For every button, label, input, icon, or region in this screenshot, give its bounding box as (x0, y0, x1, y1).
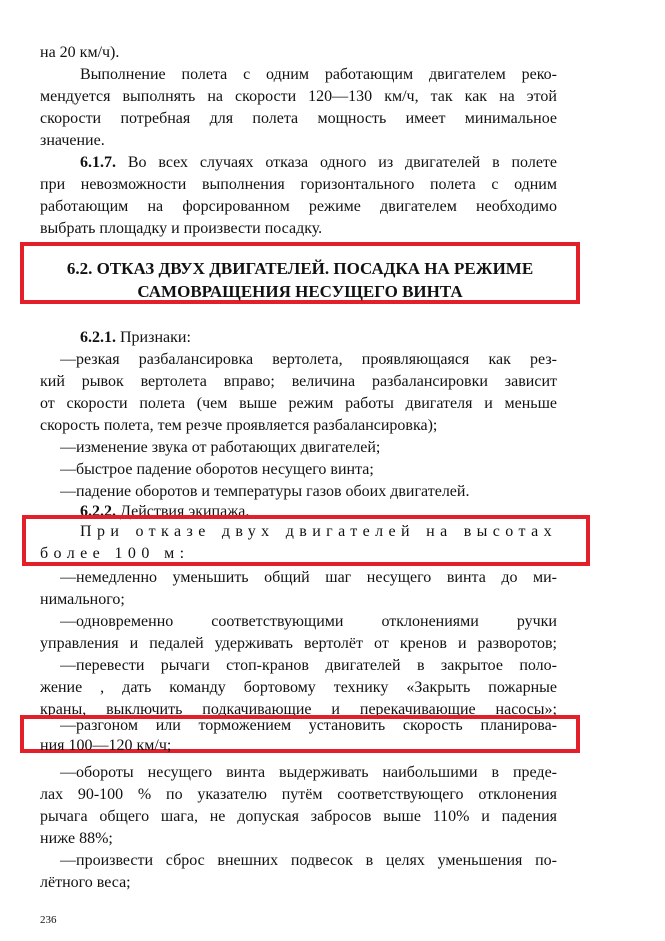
section-heading-line: САМОВРАЩЕНИЯ НЕСУЩЕГО ВИНТА (137, 282, 463, 301)
text-line: от скорости полета (чем выше режим работы двигателя и меньше (40, 395, 557, 412)
text-line: при невозможности выполнения горизонтального полета с одним (40, 176, 557, 193)
clause-number: 6.2.1. (80, 329, 116, 346)
spaced-text-line: При отказе двух двигателей на высотах (80, 523, 557, 540)
text-line: краны, выключить подкачивающие и перекачивающие насосы»; (40, 701, 557, 718)
text-line: лах 90-100 % по указателю путём соответствующего отклонения (40, 786, 557, 803)
spaced-text-line: более 100 м: (40, 545, 190, 562)
list-item: —изменение звука от работающих двигателей; (60, 439, 381, 456)
text-line: скорость полета, тем резче проявляется разбалансировка); (40, 417, 438, 434)
list-item: —произвести сброс внешних подвесок в целях уменьшения по- (60, 852, 557, 869)
clause-6-2-1-title: 6.2.1. Признаки: (80, 329, 191, 346)
text-line: ния 100—120 км/ч; (40, 737, 172, 754)
paragraph-6-1-7-first-line: 6.1.7. Во всех случаях отказа одного из двигателей в полете (80, 154, 557, 171)
list-item: —немедленно уменьшить общий шаг несущего винта до ми- (60, 569, 557, 586)
list-item: —разгоном или торможением установить скорость планирова- (60, 717, 557, 734)
text-line: скорости потребная для полета мощность имеет минимальное (40, 110, 557, 127)
list-item: —резкая разбалансировка вертолета, проявляющаяся как рез- (60, 351, 557, 368)
list-item: —одновременно соответствующими отклонениями ручки (60, 613, 557, 630)
list-item: —обороты несущего винта выдерживать наибольшими в преде- (60, 764, 557, 781)
text-line: кий рывок вертолета вправо; величина разбалансировки зависит (40, 373, 557, 390)
text-line: лётного веса; (40, 874, 131, 891)
clause-number: 6.2.2. (80, 503, 116, 520)
list-item: —падение оборотов и температуры газов обоих двигателей. (60, 483, 470, 500)
section-heading-line: 6.2. ОТКАЗ ДВУХ ДВИГАТЕЛЕЙ. ПОСАДКА НА РЕЖИМЕ (66, 259, 534, 278)
clause-number: 6.1.7. (80, 154, 116, 171)
text-line: нимального; (40, 591, 125, 608)
text-line: управления и педалей удерживать вертолёт от кренов и разворотов; (40, 635, 557, 652)
text-line: выбрать площадку и произвести посадку. (40, 220, 323, 237)
list-item: —перевести рычаги стоп-кранов двигателей в закрытое поло- (60, 657, 557, 674)
text-line: рычага общего шага, не допуская забросов выше 110% и падения (40, 808, 557, 825)
list-item: —быстрое падение оборотов несущего винта; (60, 461, 374, 478)
text-line: жение , дать команду бортовому технику «Закрыть пожарные (40, 679, 557, 696)
text-line: Выполнение полета с одним работающим двигателем реко- (80, 66, 557, 83)
text-line: значение. (40, 132, 105, 149)
text-line: на 20 км/ч). (40, 44, 120, 61)
text-line: работающим на форсированном режиме двигателем необходимо (40, 198, 557, 215)
clause-6-2-2-title: 6.2.2. Действия экипажа. (80, 503, 250, 520)
page-number: 236 (40, 914, 57, 926)
text-line: ниже 88%; (40, 830, 113, 847)
text-line: мендуется выполнять на скорости 120—130 км/ч, так как на этой (40, 88, 557, 105)
